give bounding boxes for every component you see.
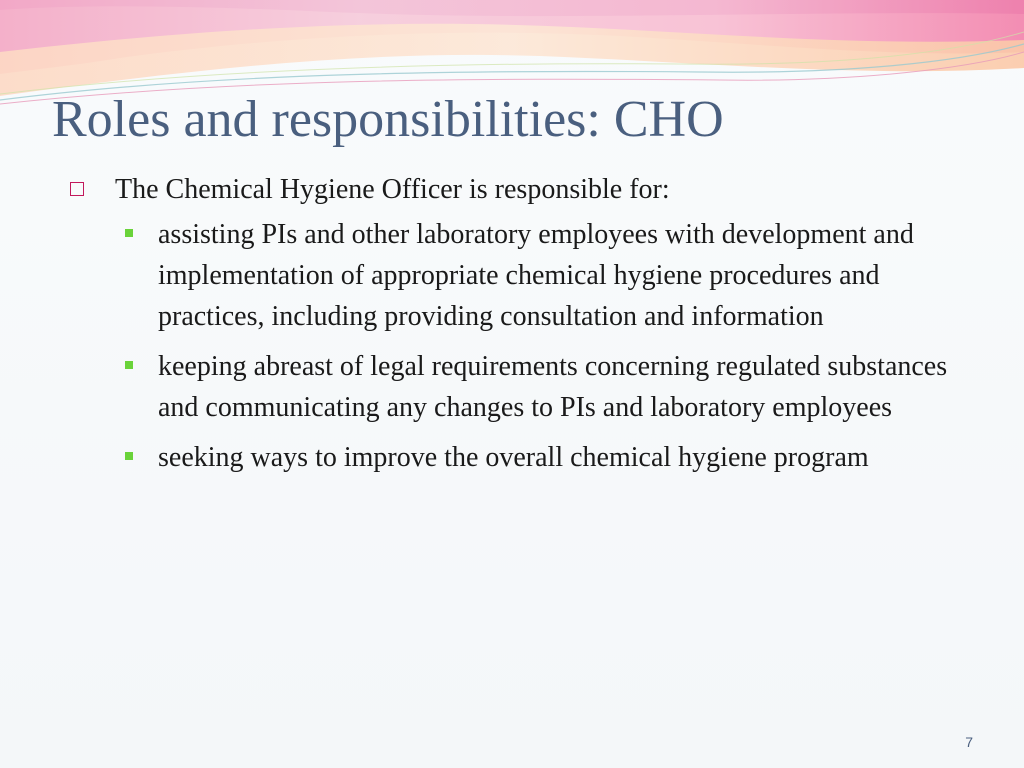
sub-bullet-item — [70, 437, 948, 478]
sub-bullet-item — [70, 346, 948, 428]
green-square-bullet-icon — [125, 229, 133, 237]
slide-content — [70, 170, 970, 487]
green-square-bullet-icon — [125, 452, 133, 460]
slide-number: 7 — [965, 734, 973, 750]
square-outline-bullet-icon — [70, 182, 84, 196]
sub-bullet-list — [70, 214, 970, 478]
sub-bullet-item — [70, 214, 948, 337]
level1-text: The Chemical Hygiene Officer is responsible for: — [115, 174, 670, 205]
level1-item — [70, 170, 970, 210]
sub-bullet-text: seeking ways to improve the overall chemical hygiene program — [158, 442, 869, 473]
sub-bullet-text: assisting PIs and other laboratory employees with development and implementation of appropriate chemical hygiene procedures and practices, including providing consultation and information — [158, 219, 914, 332]
slide-title: Roles and responsibilities: CHO — [52, 91, 724, 148]
sub-bullet-text: keeping abreast of legal requirements concerning regulated substances and communicating any changes to PIs and laboratory employees — [158, 351, 948, 423]
green-square-bullet-icon — [125, 361, 133, 369]
